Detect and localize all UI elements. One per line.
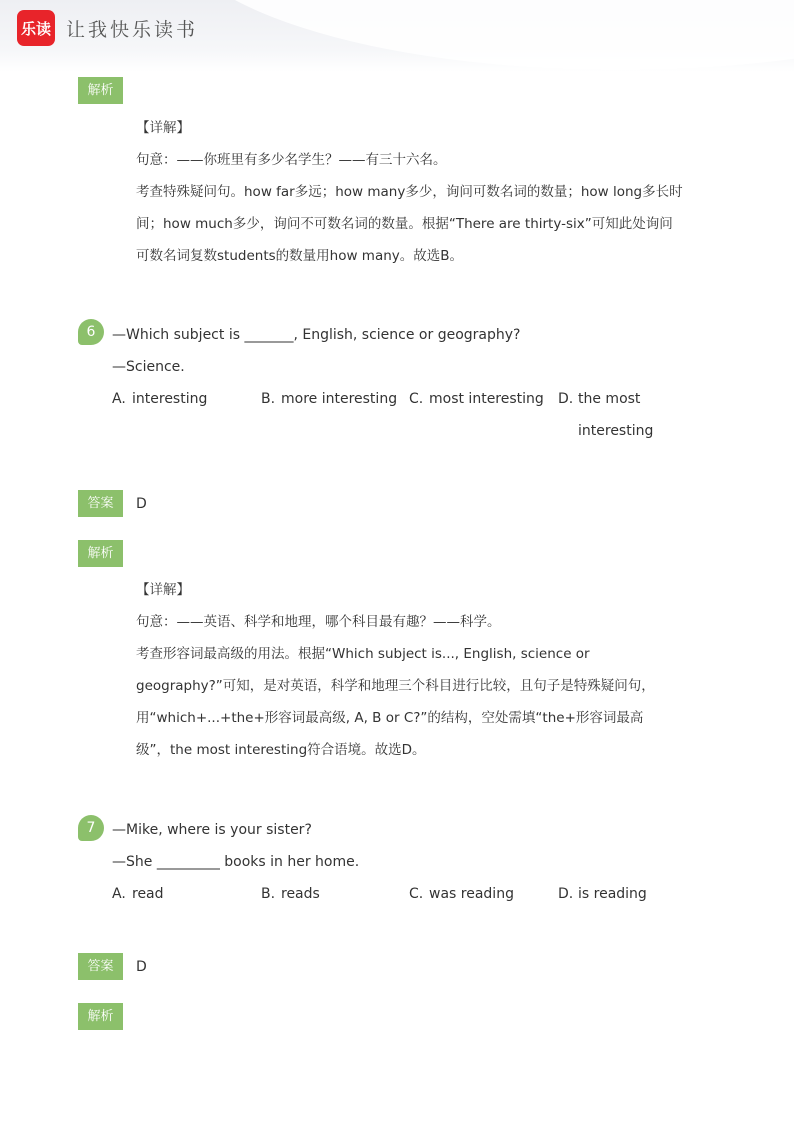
explanation-line: 用“which+...+the+形容词最高级, A, B or C?”的结构，空处需填“the+形容词最高 xyxy=(136,710,644,726)
logo-text: 乐读 xyxy=(20,19,51,38)
analysis-label: 解析 xyxy=(78,1003,123,1030)
answer-label: 答案 xyxy=(78,490,123,517)
option-key: A. xyxy=(112,391,126,407)
option-text: most interesting xyxy=(429,391,544,407)
option-c xyxy=(409,391,544,407)
explanation-line: 级”，the most interesting符合语境。故选D。 xyxy=(136,742,426,758)
question-number-badge: 7 xyxy=(78,815,104,841)
option-key: B. xyxy=(261,391,276,407)
option-d xyxy=(558,391,640,407)
option-text: was reading xyxy=(429,886,514,902)
option-c xyxy=(409,886,514,902)
explanation-line: 句意：——你班里有多少名学生？——有三十六名。 xyxy=(136,152,447,168)
option-key: A. xyxy=(112,886,126,902)
question-text: —She _________ books in her home. xyxy=(112,854,360,870)
option-text: more interesting xyxy=(281,391,398,407)
option-key: C. xyxy=(409,886,424,902)
header-decoration xyxy=(170,0,794,70)
brand-slogan: 让我快乐读书 xyxy=(66,19,199,41)
brand-logo xyxy=(17,10,55,46)
explanation-line: 考查特殊疑问句。how far多远；how many多少，询问可数名词的数量；how long多长时 xyxy=(136,184,683,200)
question-text: —Mike, where is your sister? xyxy=(112,822,312,838)
option-text: the most xyxy=(578,391,641,407)
option-key: C. xyxy=(409,391,424,407)
question-number-badge: 6 xyxy=(78,319,104,345)
option-text: reads xyxy=(281,886,320,902)
question-text: —Science. xyxy=(112,359,185,375)
option-text: read xyxy=(132,886,164,902)
option-text: interesting xyxy=(132,391,208,407)
answer-value: D xyxy=(136,496,147,512)
explanation-line: 考查形容词最高级的用法。根据“Which subject is..., English, science or xyxy=(136,646,590,662)
analysis-label: 解析 xyxy=(78,540,123,567)
option-d xyxy=(558,886,647,902)
explanation-line: 可数名词复数students的数量用how many。故选B。 xyxy=(136,248,464,264)
option-d-continued: interesting xyxy=(578,423,654,439)
question-text: —Which subject is _______, English, science or geography? xyxy=(112,327,521,343)
option-b xyxy=(261,391,397,407)
explanation-line: geography?”可知，是对英语，科学和地理三个科目进行比较，且句子是特殊疑问句， xyxy=(136,678,655,694)
option-key: D. xyxy=(558,391,574,407)
answer-label: 答案 xyxy=(78,953,123,980)
analysis-label: 解析 xyxy=(78,77,123,104)
explanation-line: 句意：——英语、科学和地理，哪个科目最有趣？——科学。 xyxy=(136,614,501,630)
option-a xyxy=(112,886,164,902)
option-key: B. xyxy=(261,886,276,902)
option-b xyxy=(261,886,320,902)
answer-value: D xyxy=(136,959,147,975)
option-a xyxy=(112,391,207,407)
page-header xyxy=(0,0,794,72)
option-key: D. xyxy=(558,886,574,902)
explanation-title: 【详解】 xyxy=(136,120,190,136)
explanation-title: 【详解】 xyxy=(136,582,190,598)
option-text: is reading xyxy=(578,886,647,902)
explanation-line: 间；how much多少，询问不可数名词的数量。根据“There are thirty-six”可知此处询问 xyxy=(136,216,673,232)
